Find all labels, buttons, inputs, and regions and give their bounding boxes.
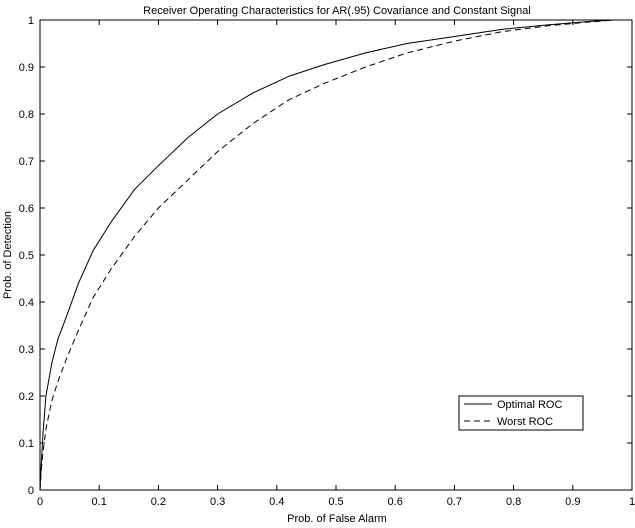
x-tick-label: 0.5 xyxy=(328,496,344,508)
y-tick-label: 1 xyxy=(27,15,34,27)
x-tick-label: 1 xyxy=(628,496,635,508)
x-tick-label: 0.8 xyxy=(505,496,522,508)
legend xyxy=(459,396,583,430)
y-tick-label: 0.1 xyxy=(18,438,34,450)
y-tick-label: 0.8 xyxy=(18,109,34,121)
y-tick-label: 0.3 xyxy=(18,344,34,356)
x-tick-label: 0.2 xyxy=(150,496,167,508)
y-tick-label: 0.6 xyxy=(18,203,34,215)
y-axis-label: Prob. of Detection xyxy=(2,210,14,300)
y-tick-label: 0.5 xyxy=(18,250,34,262)
x-tick-label: 0.3 xyxy=(209,496,226,508)
legend-label-worst-roc: Worst ROC xyxy=(497,416,554,428)
x-axis xyxy=(37,20,635,508)
legend-label-optimal-roc: Optimal ROC xyxy=(497,399,563,411)
x-tick-label: 0.7 xyxy=(446,496,463,508)
x-axis-label: Prob. of False Alarm xyxy=(287,513,387,525)
x-tick-label: 0.6 xyxy=(387,496,403,508)
x-tick-label: 0 xyxy=(36,496,44,508)
x-tick-label: 0.1 xyxy=(91,496,107,508)
y-tick-label: 0.7 xyxy=(18,156,34,168)
y-tick-label: 0.4 xyxy=(18,297,34,309)
x-tick-label: 0.9 xyxy=(565,496,581,508)
chart-title: Receiver Operating Characteristics for AR(.95) Covariance and Constant Signal xyxy=(143,5,531,17)
y-tick-label: 0.2 xyxy=(18,391,34,403)
x-tick-label: 0.4 xyxy=(269,496,285,508)
y-tick-label: 0 xyxy=(27,485,34,497)
y-tick-label: 0.9 xyxy=(18,62,34,74)
